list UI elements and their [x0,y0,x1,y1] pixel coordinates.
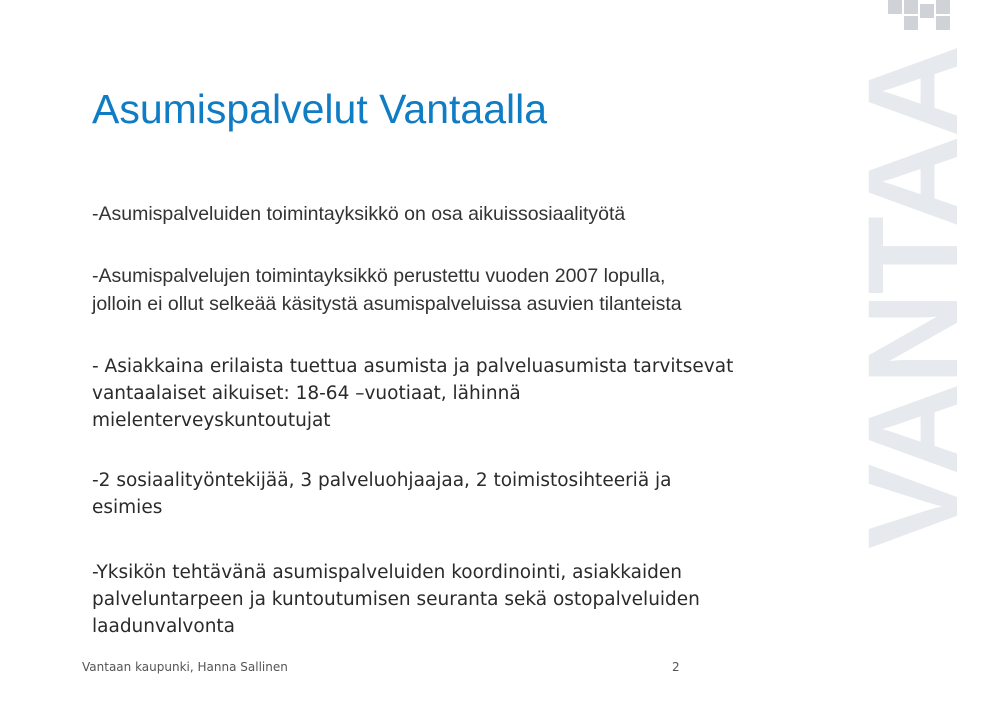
decor-square [904,0,918,14]
decor-square [936,16,950,30]
paragraph-line: -Yksikön tehtävänä asumispalveluiden koordinointi, asiakkaiden [92,562,683,583]
corner-decoration [840,0,960,40]
decor-square [936,0,950,14]
paragraph-line: -Asumispalveluiden toimintayksikkö on osa aikuissosiaalityötä [92,203,626,225]
decor-square [904,16,918,30]
paragraph-line: palveluntarpeen ja kuntoutumisen seuranta sekä ostopalveluiden [92,589,700,610]
paragraph-line: -Asumispalvelujen toimintayksikkö perustettu vuoden 2007 lopulla, [92,265,666,287]
bullet-paragraph-1 [92,200,625,228]
decor-square [920,4,934,18]
paragraph-line: esimies [92,497,163,518]
bullet-paragraph-2 [92,262,682,318]
vantaa-watermark-text: VANTAA [842,46,985,550]
paragraph-line: vantaalaiset aikuiset: 18-64 –vuotiaat, lähinnä [92,383,521,404]
vantaa-watermark [842,46,985,550]
paragraph-line: mielenterveyskuntoutujat [92,410,331,431]
paragraph-line: laadunvalvonta [92,616,236,637]
bullet-paragraph-4 [92,467,672,521]
paragraph-line: -2 sosiaalityöntekijää, 3 palveluohjaajaa, 2 toimistosihteeriä ja [92,470,672,491]
bullet-paragraph-5 [92,559,700,640]
page-number: 2 [672,660,680,674]
slide-title: Asumispalvelut Vantaalla [92,86,548,132]
paragraph-line: - Asiakkaina erilaista tuettua asumista ja palveluasumista tarvitsevat [92,356,734,377]
bullet-paragraph-3 [92,353,733,434]
paragraph-line: jolloin ei ollut selkeää käsitystä asumispalveluissa asuvien tilanteista [92,293,682,315]
footer-author: Vantaan kaupunki, Hanna Sallinen [82,660,288,674]
decor-square [888,0,902,14]
